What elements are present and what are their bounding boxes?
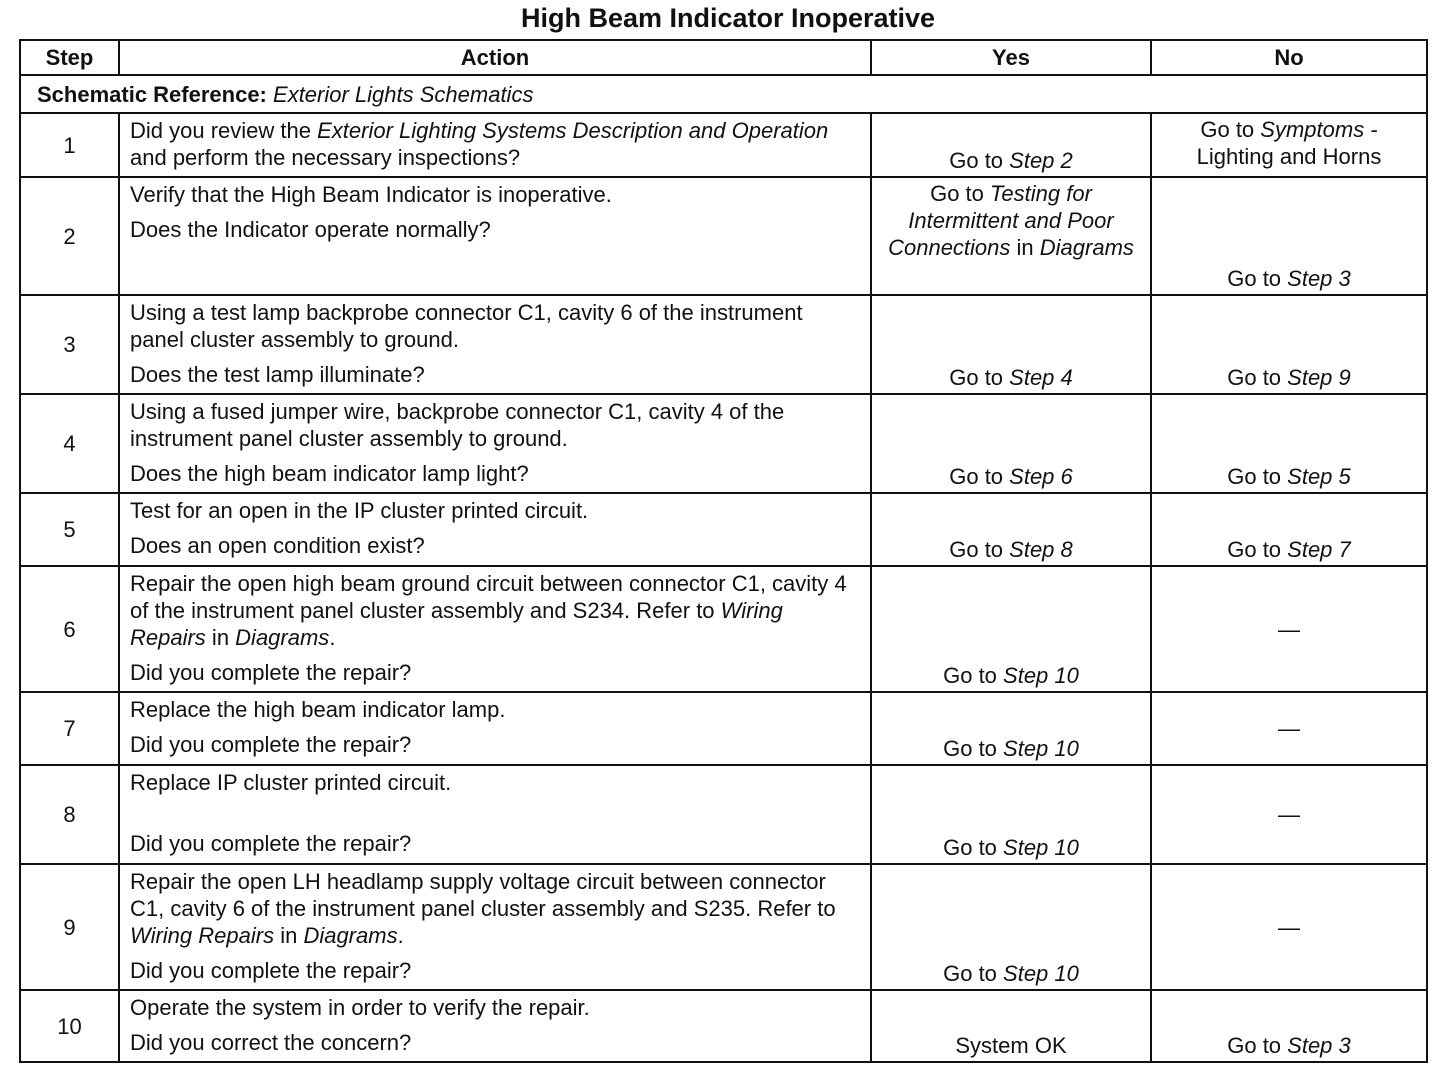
schematic-reference (20, 75, 1427, 113)
yes-cell: Go to Step 10 (871, 566, 1151, 692)
no-link[interactable]: Symptoms - (1260, 117, 1378, 142)
header-yes: Yes (871, 40, 1151, 75)
yes-link-diagrams[interactable]: Diagrams (1039, 235, 1134, 260)
yes-link[interactable]: Step 10 (1003, 663, 1079, 688)
table-row (20, 394, 1427, 493)
table-row (20, 566, 1427, 692)
table-row (20, 864, 1427, 990)
no-cell (1151, 765, 1427, 864)
step-number: 4 (20, 394, 119, 493)
wiring-repairs-link[interactable]: Wiring Repairs (130, 598, 783, 650)
action-cell: Operate the system in order to verify the repair. Did you correct the concern? (119, 990, 871, 1062)
yes-cell: Go to Step 6 (871, 394, 1151, 493)
step-number: 8 (20, 765, 119, 864)
no-cell: Go to Step 7 (1151, 493, 1427, 566)
diagnostic-table (19, 39, 1428, 1063)
action-cell: Test for an open in the IP cluster printed circuit. Does an open condition exist? (119, 493, 871, 566)
action-cell: Did you review the Exterior Lighting Systems Description and Operation and perform the necessary inspections? (119, 113, 871, 177)
yes-cell: Go to Step 10 (871, 765, 1151, 864)
header-action: Action (119, 40, 871, 75)
action-cell: Replace the high beam indicator lamp. Did you complete the repair? (119, 692, 871, 765)
step-number: 6 (20, 566, 119, 692)
no-dash: — (1278, 802, 1300, 827)
action-cell: Replace IP cluster printed circuit. Did you complete the repair? (119, 765, 871, 864)
table-row (20, 113, 1427, 177)
no-cell (1151, 692, 1427, 765)
yes-cell: Go to Step 4 (871, 295, 1151, 394)
no-dash: — (1278, 716, 1300, 741)
table-row (20, 493, 1427, 566)
no-dash: — (1278, 914, 1300, 940)
header-no: No (1151, 40, 1427, 75)
question: Does the high beam indicator lamp light? (130, 461, 529, 486)
page-title: High Beam Indicator Inoperative (520, 3, 936, 33)
no-dash: — (1278, 616, 1300, 642)
yes-cell: Go to Step 10 (871, 864, 1151, 990)
yes-cell: Go to Step 8 (871, 493, 1151, 566)
step-number: 5 (20, 493, 119, 566)
no-cell: Go to Step 5 (1151, 394, 1427, 493)
schematic-reference-row (20, 75, 1427, 113)
question: Does an open condition exist? (130, 533, 425, 558)
schematic-reference-label: Schematic Reference: (37, 81, 267, 107)
step-number: 3 (20, 295, 119, 394)
table-row (20, 177, 1427, 295)
no-cell: Go to Symptoms - Lighting and Horns (1151, 113, 1427, 177)
yes-link[interactable]: Step 2 (1009, 148, 1073, 173)
no-link[interactable]: Step 9 (1287, 365, 1351, 390)
schematic-reference-link[interactable]: Exterior Lights Schematics (273, 81, 534, 107)
question: Did you complete the repair? (130, 732, 412, 757)
step-number: 7 (20, 692, 119, 765)
no-link[interactable]: Step 5 (1287, 464, 1351, 489)
yes-link[interactable]: Step 8 (1009, 537, 1073, 562)
diagrams-link[interactable]: Diagrams (235, 625, 330, 650)
diagrams-link[interactable]: Diagrams (303, 923, 398, 948)
yes-link[interactable]: Step 10 (1003, 961, 1079, 986)
yes-result: System OK (955, 1033, 1067, 1058)
yes-link[interactable]: Step 10 (1003, 736, 1079, 761)
yes-cell: Go to Testing for Intermittent and Poor Connections in Diagrams (871, 177, 1151, 295)
yes-link[interactable]: Testing for Intermittent and Poor Connections (888, 181, 1114, 260)
action-cell: Repair the open high beam ground circuit between connector C1, cavity 4 of the instrument panel cluster assembly and S234. Refer to Wiring Repairs in Diagrams. Did you complete the repair? (119, 566, 871, 692)
question: Does the Indicator operate normally? (130, 217, 491, 242)
question: Does the test lamp illuminate? (130, 362, 425, 387)
yes-link[interactable]: Step 10 (1003, 835, 1079, 860)
table-row (20, 990, 1427, 1062)
step-number: 10 (20, 990, 119, 1062)
action-cell: Verify that the High Beam Indicator is inoperative. Does the Indicator operate normally? (119, 177, 871, 295)
wiring-repairs-link[interactable]: Wiring Repairs (130, 923, 275, 948)
no-link[interactable]: Step 7 (1287, 537, 1351, 562)
yes-cell (871, 990, 1151, 1062)
question: Did you complete the repair? (130, 958, 412, 983)
question: Did you complete the repair? (130, 660, 412, 685)
table-row (20, 692, 1427, 765)
no-cell (1151, 566, 1427, 692)
no-cell: Go to Step 9 (1151, 295, 1427, 394)
yes-cell: Go to Step 2 (871, 113, 1151, 177)
table-row (20, 765, 1427, 864)
step-number: 2 (20, 177, 119, 295)
action-cell: Using a fused jumper wire, backprobe connector C1, cavity 4 of the instrument panel cluster assembly to ground. Does the high beam indicator lamp light? (119, 394, 871, 493)
question: Did you correct the concern? (130, 1030, 412, 1055)
header-row (20, 40, 1427, 75)
no-cell (1151, 864, 1427, 990)
no-link[interactable]: Step 3 (1287, 1033, 1351, 1058)
question: Did you complete the repair? (130, 831, 412, 856)
header-step: Step (20, 40, 119, 75)
yes-link[interactable]: Step 4 (1009, 365, 1073, 390)
yes-link[interactable]: Step 6 (1009, 464, 1073, 489)
step-number: 9 (20, 864, 119, 990)
yes-cell: Go to Step 10 (871, 692, 1151, 765)
action-cell: Using a test lamp backprobe connector C1, cavity 6 of the instrument panel cluster assembly to ground. Does the test lamp illuminate? (119, 295, 871, 394)
table-row (20, 295, 1427, 394)
no-cell: Go to Step 3 (1151, 177, 1427, 295)
step-number: 1 (20, 113, 119, 177)
action-cell: Repair the open LH headlamp supply voltage circuit between connector C1, cavity 6 of the instrument panel cluster assembly and S235. Refer to Wiring Repairs in Diagrams. Did you complete the repair? (119, 864, 871, 990)
no-cell: Go to Step 3 (1151, 990, 1427, 1062)
doc-link[interactable]: Exterior Lighting Systems Description and Operation (317, 118, 829, 143)
no-link[interactable]: Step 3 (1287, 266, 1351, 291)
